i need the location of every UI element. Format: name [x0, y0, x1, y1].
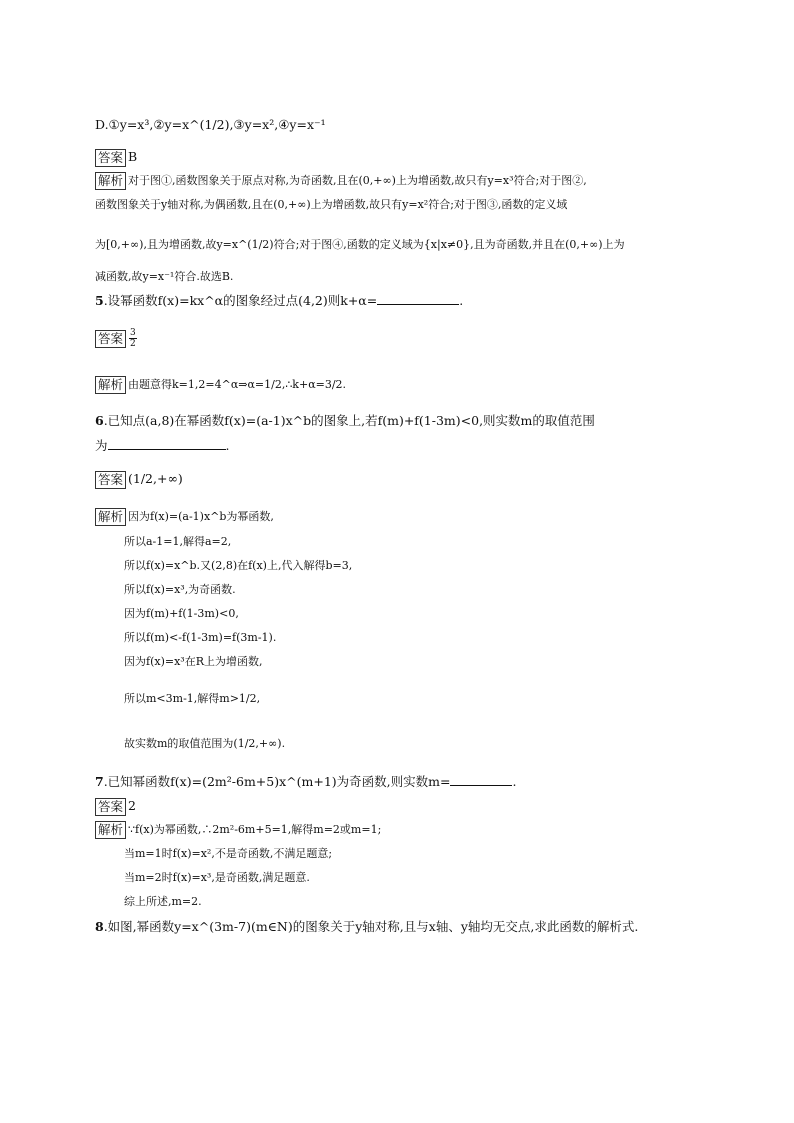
q4-analysis-1 [95, 172, 587, 190]
q6-stem-2: 为 . [95, 438, 230, 453]
q6-analysis-5: 所以f(m)<-f(1-3m)=f(3m-1). [124, 631, 277, 644]
q6-stem-text: .已知点(a,8)在幂函数f(x)=(a-1)x^b的图象上,若f(m)+f(1-3m)<0,则实数m的取值范围 [103, 413, 595, 428]
option-d [95, 116, 326, 134]
question-number: 7 [95, 774, 104, 789]
q4-analysis-text: 为[0,+∞),且为增函数,故y=x^(1/2)符合;对于图④,函数的定义域为{x|x≠0},且为奇函数,并且在(0,+∞)上为 [95, 238, 625, 251]
q6-stem-1 [95, 412, 595, 430]
answer-blank [377, 292, 459, 305]
q6-answer: (1/2,+∞) [128, 471, 183, 486]
q7-analysis-1: 当m=1时f(x)=x²,不是奇函数,不满足题意; [124, 847, 333, 860]
answer-tag: 答案 [95, 471, 126, 489]
q5-answer-fraction: $\frac{3}{2}$ [130, 328, 136, 349]
q7-analysis-text: ∵f(x)为幂函数,∴2m²-6m+5=1,解得m=2或m=1; [128, 823, 382, 836]
q6-analysis-7: 所以m<3m-1,解得m>1/2, [124, 692, 261, 705]
q6-analysis-1: 所以a-1=1,解得a=2, [124, 535, 232, 548]
q4-analysis-2 [95, 196, 567, 214]
answer-tag: 答案 [95, 149, 126, 167]
answer-blank [108, 437, 226, 450]
q5-stem-text: .设幂函数f(x)=kx^α的图象经过点(4,2)则k+α= [103, 293, 378, 308]
q4-analysis-text: 对于图①,函数图象关于原点对称,为奇函数,且在(0,+∞)上为增函数,故只有y=x³符合;对于图②, [128, 174, 587, 187]
analysis-tag: 解析 [95, 821, 126, 839]
q5-analysis [95, 376, 346, 394]
option-d-text: D.①y=x³,②y=x^(1/2),③y=x²,④y=x⁻¹ [95, 117, 326, 132]
q7-stem: 7.已知幂函数f(x)=(2m²-6m+5)x^(m+1)为奇函数,则实数m= . [95, 774, 517, 789]
q7-analysis-0 [95, 821, 381, 839]
q6-analysis-text: 因为f(x)=(a-1)x^b为幂函数, [128, 510, 274, 523]
q4-analysis-4 [95, 268, 233, 286]
analysis-tag: 解析 [95, 508, 126, 526]
q4-analysis-3 [95, 236, 625, 254]
q4-answer: B [128, 149, 138, 164]
q6-analysis-4: 因为f(m)+f(1-3m)<0, [124, 607, 239, 620]
q4-analysis-text: 函数图象关于y轴对称,为偶函数,且在(0,+∞)上为增函数,故只有y=x²符合;对于图③,函数的定义域 [95, 198, 568, 211]
q6-analysis-2: 所以f(x)=x^b.又(2,8)在f(x)上,代入解得b=3, [124, 559, 353, 572]
q5-answer-row [95, 328, 138, 349]
q7-analysis-2: 当m=2时f(x)=x³,是奇函数,满足题意. [124, 871, 310, 884]
answer-tag: 答案 [95, 798, 126, 816]
q7-stem-text: .已知幂函数f(x)=(2m²-6m+5)x^(m+1)为奇函数,则实数m= [103, 774, 451, 789]
q5-stem: 5.设幂函数f(x)=kx^α的图象经过点(4,2)则k+α= . [95, 293, 464, 308]
q6-analysis-6: 因为f(x)=x³在R上为增函数, [124, 655, 263, 668]
analysis-tag: 解析 [95, 172, 126, 190]
analysis-tag: 解析 [95, 376, 126, 394]
q6-analysis-8: 故实数m的取值范围为(1/2,+∞). [124, 737, 286, 750]
question-number: 6 [95, 413, 104, 428]
question-number: 5 [95, 293, 104, 308]
q4-answer-row [95, 148, 137, 167]
q7-answer-row [95, 797, 136, 816]
q6-analysis-0 [95, 508, 274, 526]
q8-stem-text: .如图,幂函数y=x^(3m-7)(m∈N)的图象关于y轴对称,且与x轴、y轴均无交点,求此函数的解析式. [103, 919, 639, 934]
q6-stem-text: 为 [95, 438, 108, 453]
q6-analysis-3: 所以f(x)=x³,为奇函数. [124, 583, 236, 596]
q7-answer: 2 [128, 798, 136, 813]
answer-tag: 答案 [95, 330, 126, 348]
q8-stem [95, 918, 638, 936]
answer-blank [450, 773, 512, 786]
question-number: 8 [95, 919, 104, 934]
q6-answer-row [95, 470, 183, 489]
q7-analysis-3: 综上所述,m=2. [124, 895, 202, 908]
q5-analysis-text: 由题意得k=1,2=4^α⇒α=1/2,∴k+α=3/2. [128, 378, 347, 391]
q4-analysis-text: 减函数,故y=x⁻¹符合.故选B. [95, 270, 234, 283]
